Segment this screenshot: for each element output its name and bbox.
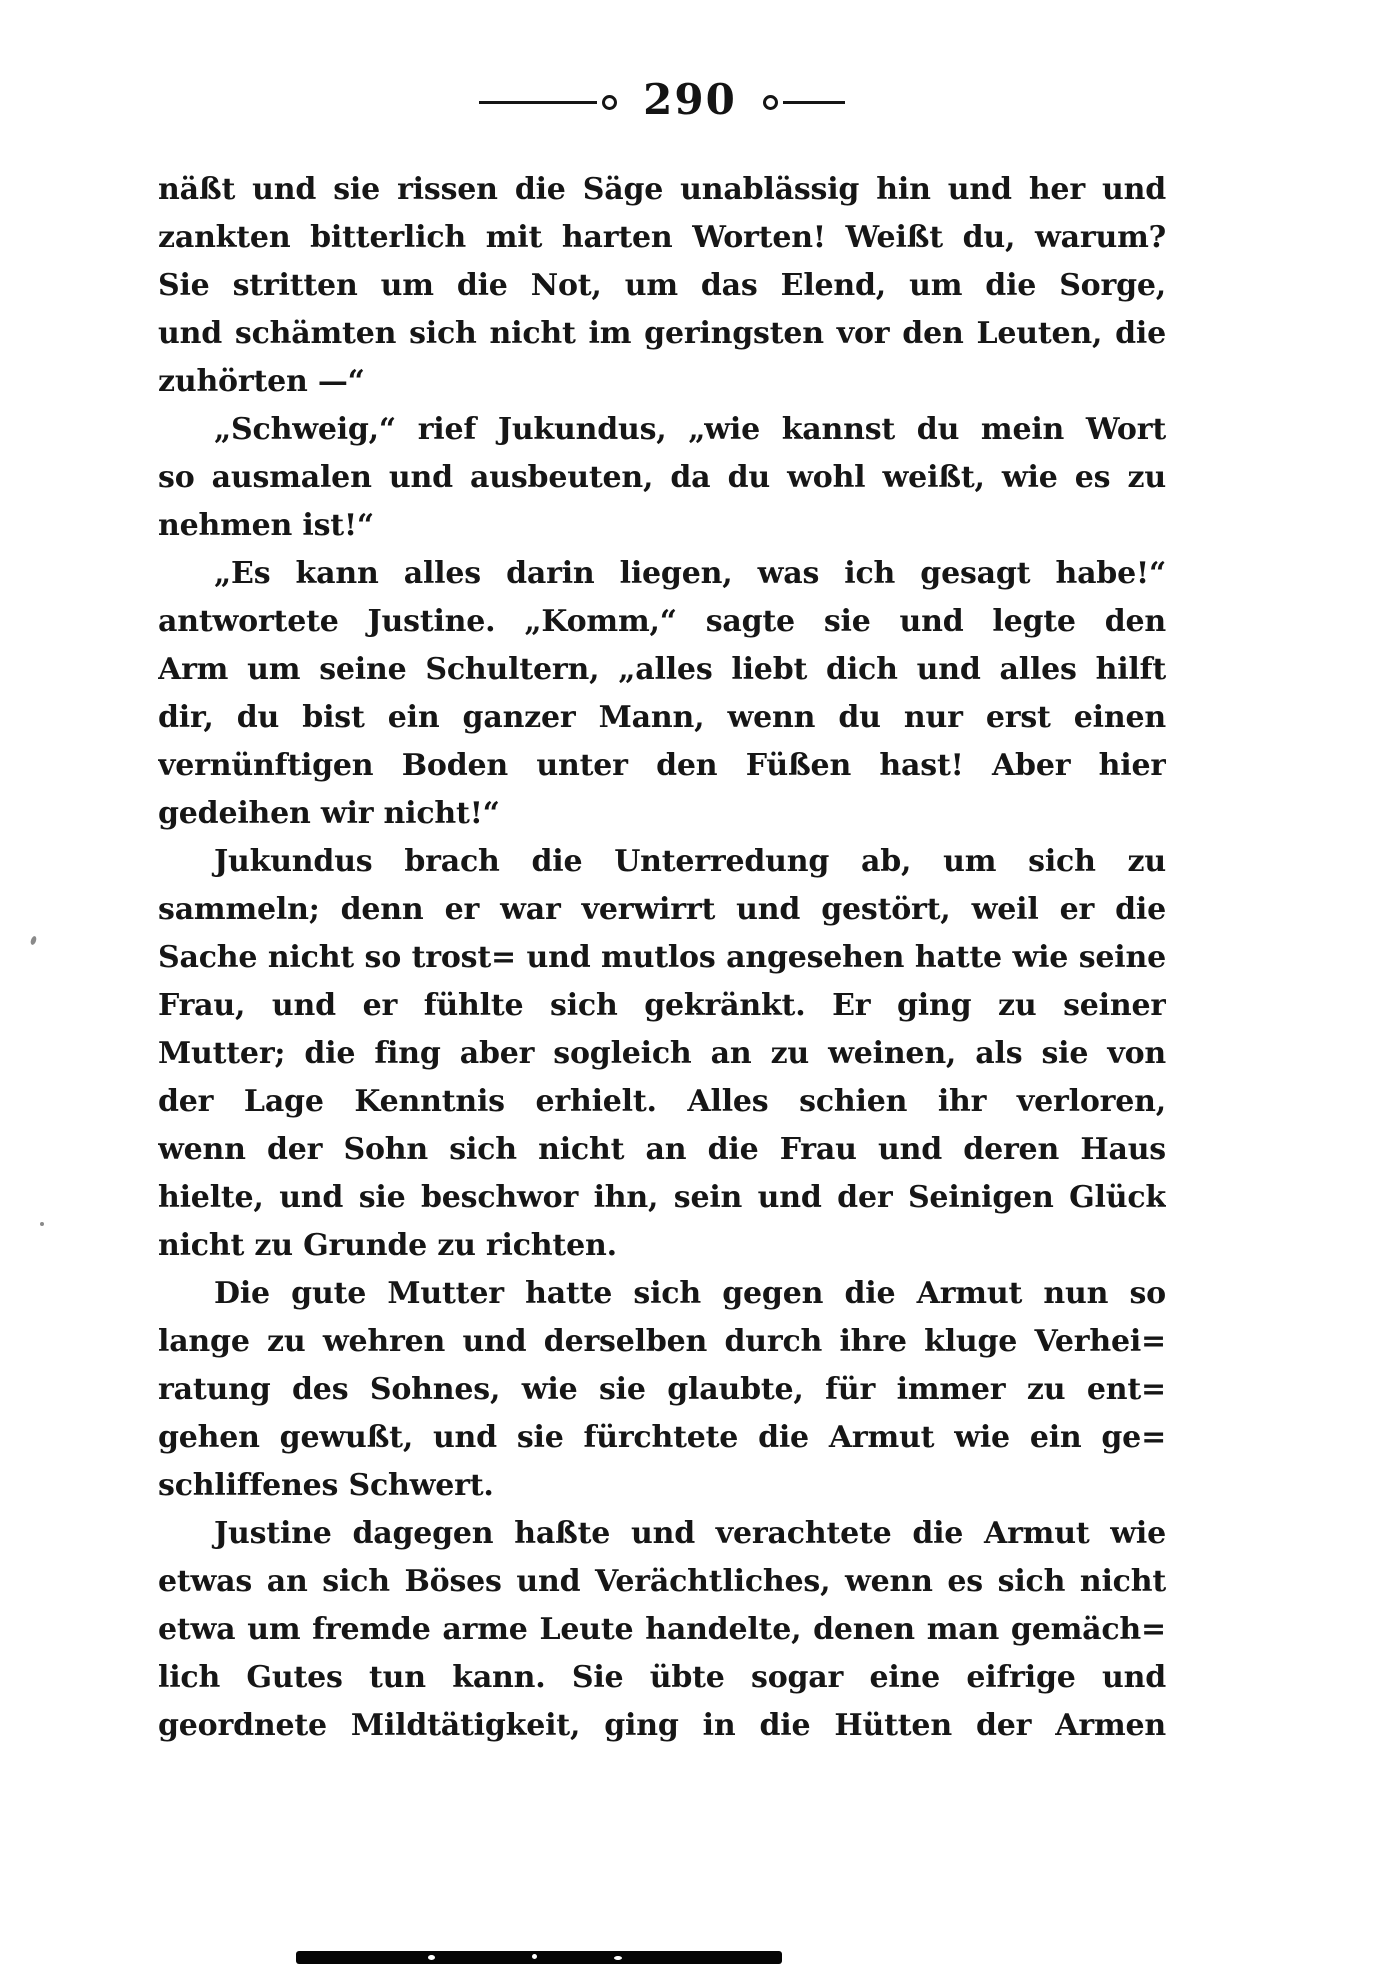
text-line: antwortete Justine. „Komm,“ sagte sie und legte den (158, 604, 1166, 639)
text-line: Jukundus brach die Unterredung ab, um sich zu (214, 844, 1166, 879)
scan-speck (30, 935, 38, 945)
text-line: Arm um seine Schultern, „alles liebt dich und alles hilft (158, 652, 1166, 687)
text-line: lange zu wehren und derselben durch ihre kluge Verhei= (158, 1324, 1166, 1359)
text-line: Die gute Mutter hatte sich gegen die Armut nun so (214, 1276, 1166, 1311)
ornament-circle-icon (602, 95, 617, 110)
text-line: Justine dagegen haßte und verachtete die Armut wie (214, 1516, 1166, 1551)
ornament-line-icon (479, 101, 597, 104)
header-ornament-right (763, 95, 845, 110)
text-line: „Es kann alles darin liegen, was ich gesagt habe!“ (214, 556, 1166, 591)
text-line: zankten bitterlich mit harten Worten! Weißt du, warum? (158, 220, 1166, 255)
scan-speck (40, 1222, 44, 1226)
text-line: näßt und sie rissen die Säge unablässig hin und her und (158, 172, 1166, 207)
text-line: Sie stritten um die Not, um das Elend, um die Sorge, (158, 268, 1166, 303)
text-line: der Lage Kenntnis erhielt. Alles schien ihr verloren, (158, 1084, 1166, 1119)
ornament-circle-icon (763, 95, 778, 110)
text-line: Frau, und er fühlte sich gekränkt. Er ging zu seiner (158, 988, 1166, 1023)
text-line: „Schweig,“ rief Jukundus, „wie kannst du mein Wort (214, 412, 1166, 447)
scan-artifact-hole (532, 1954, 537, 1959)
text-line: lich Gutes tun kann. Sie übte sogar eine eifrige und (158, 1660, 1166, 1695)
text-line: und schämten sich nicht im geringsten vor den Leuten, die (158, 316, 1166, 351)
scan-artifact-hole (614, 1956, 622, 1960)
page-header (158, 72, 1166, 132)
scan-artifact-hole (428, 1955, 435, 1960)
page-number: 290 (643, 75, 737, 124)
text-line: zuhörten —“ (158, 364, 365, 399)
text-block (158, 166, 1166, 1750)
text-line: gehen gewußt, und sie fürchtete die Armut wie ein ge= (158, 1420, 1166, 1455)
text-line: sammeln; denn er war verwirrt und gestört, weil er die (158, 892, 1166, 927)
text-line: etwas an sich Böses und Verächtliches, wenn es sich nicht (158, 1564, 1166, 1599)
text-line: nicht zu Grunde zu richten. (158, 1228, 617, 1263)
scan-artifact-bar (296, 1951, 782, 1964)
text-line: etwa um fremde arme Leute handelte, denen man gemäch= (158, 1612, 1166, 1647)
text-line: dir, du bist ein ganzer Mann, wenn du nur erst einen (158, 700, 1166, 735)
text-line: wenn der Sohn sich nicht an die Frau und deren Haus (158, 1132, 1166, 1167)
text-line: so ausmalen und ausbeuten, da du wohl weißt, wie es zu (158, 460, 1166, 495)
text-line: Mutter; die fing aber sogleich an zu weinen, als sie von (158, 1036, 1166, 1071)
text-line: nehmen ist!“ (158, 508, 374, 543)
text-line: ratung des Sohnes, wie sie glaubte, für immer zu ent= (158, 1372, 1166, 1407)
text-line: hielte, und sie beschwor ihn, sein und der Seinigen Glück (158, 1180, 1166, 1215)
text-line: geordnete Mildtätigkeit, ging in die Hütten der Armen (158, 1708, 1166, 1743)
text-line: Sache nicht so trost= und mutlos angesehen hatte wie seine (158, 940, 1166, 975)
text-line: schliffenes Schwert. (158, 1468, 494, 1503)
text-line: vernünftigen Boden unter den Füßen hast! Aber hier (158, 748, 1166, 783)
header-ornament-left (479, 95, 617, 110)
ornament-line-icon (783, 101, 845, 104)
text-line: gedeihen wir nicht!“ (158, 796, 500, 831)
